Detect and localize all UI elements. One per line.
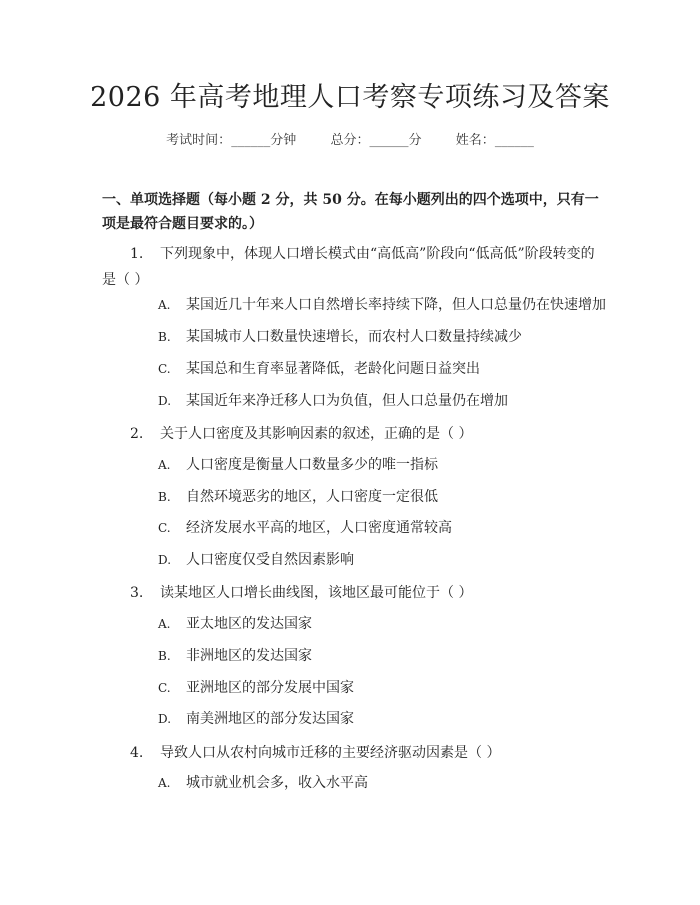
option-letter: B. <box>158 490 171 504</box>
question-1-option-d <box>158 390 608 412</box>
option-text: 非洲地区的发达国家 <box>186 648 312 664</box>
question-2-option-a <box>158 454 608 476</box>
option-letter: C. <box>158 521 171 535</box>
option-letter: A. <box>158 458 171 472</box>
question-text: 关于人口密度及其影响因素的叙述，正确的是（ ） <box>160 426 473 442</box>
question-number: 2. <box>130 426 144 442</box>
question-number: 1. <box>130 246 144 262</box>
question-3-option-c <box>158 677 608 699</box>
option-letter: C. <box>158 362 171 376</box>
option-text: 某国近几十年来人口自然增长率持续下降，但人口总量仍在快速增加 <box>186 297 606 313</box>
page-title: 2026 年高考地理人口考察专项练习及答案 <box>90 82 610 113</box>
option-letter: A. <box>158 298 171 312</box>
option-text: 人口密度仅受自然因素影响 <box>186 552 354 568</box>
question-text: 下列现象中，体现人口增长模式由“高低高”阶段向“低高低”阶段转变的是（ ） <box>102 246 595 288</box>
question-text: 导致人口从农村向城市迁移的主要经济驱动因素是（ ） <box>160 745 501 761</box>
option-letter: A. <box>158 776 171 790</box>
score-label: 总分： <box>330 133 370 148</box>
score-blank: ______分 <box>369 133 422 148</box>
option-letter: D. <box>158 712 172 726</box>
question-2-option-c <box>158 517 608 539</box>
option-letter: A. <box>158 617 171 631</box>
exam-meta-line <box>0 131 700 151</box>
question-number: 4. <box>130 745 144 761</box>
name-label: 姓名： <box>455 133 495 148</box>
question-1-option-a <box>158 294 608 316</box>
option-letter: D. <box>158 394 172 408</box>
question-3-stem <box>102 580 600 606</box>
option-text: 某国总和生育率显著降低，老龄化问题日益突出 <box>186 361 480 377</box>
question-1-stem <box>102 241 600 293</box>
option-text: 南美洲地区的部分发达国家 <box>186 711 354 727</box>
question-2-option-d <box>158 549 608 571</box>
question-4-option-a <box>158 772 608 794</box>
option-letter: D. <box>158 553 172 567</box>
question-3-option-d <box>158 708 608 730</box>
option-letter: B. <box>158 330 171 344</box>
question-1-option-c <box>158 358 608 380</box>
question-3-option-b <box>158 645 608 667</box>
question-2-stem <box>102 421 600 447</box>
option-text: 人口密度是衡量人口数量多少的唯一指标 <box>186 457 438 473</box>
option-text: 亚洲地区的部分发展中国家 <box>186 680 354 696</box>
option-text: 亚太地区的发达国家 <box>186 616 312 632</box>
section-heading: 一、单项选择题（每小题 2 分，共 50 分。在每小题列出的四个选项中，只有一项是最符合题目要求的。） <box>102 192 599 232</box>
question-3-option-a <box>158 613 608 635</box>
option-text: 城市就业机会多，收入水平高 <box>186 775 368 791</box>
option-text: 自然环境恶劣的地区，人口密度一定很低 <box>186 489 438 505</box>
question-2-option-b <box>158 486 608 508</box>
option-letter: B. <box>158 649 171 663</box>
option-letter: C. <box>158 681 171 695</box>
question-4-stem <box>102 740 600 766</box>
question-text: 读某地区人口增长曲线图，该地区最可能位于（ ） <box>160 585 473 601</box>
time-label: 考试时间： <box>166 133 232 148</box>
option-text: 某国城市人口数量快速增长，而农村人口数量持续减少 <box>186 329 522 345</box>
option-text: 经济发展水平高的地区，人口密度通常较高 <box>186 520 452 536</box>
option-text: 某国近年来净迁移人口为负值，但人口总量仍在增加 <box>186 393 508 409</box>
name-blank: ______ <box>494 133 534 148</box>
question-number: 3. <box>130 585 144 601</box>
question-1-option-b <box>158 326 608 348</box>
time-blank: ______分钟 <box>231 133 297 148</box>
